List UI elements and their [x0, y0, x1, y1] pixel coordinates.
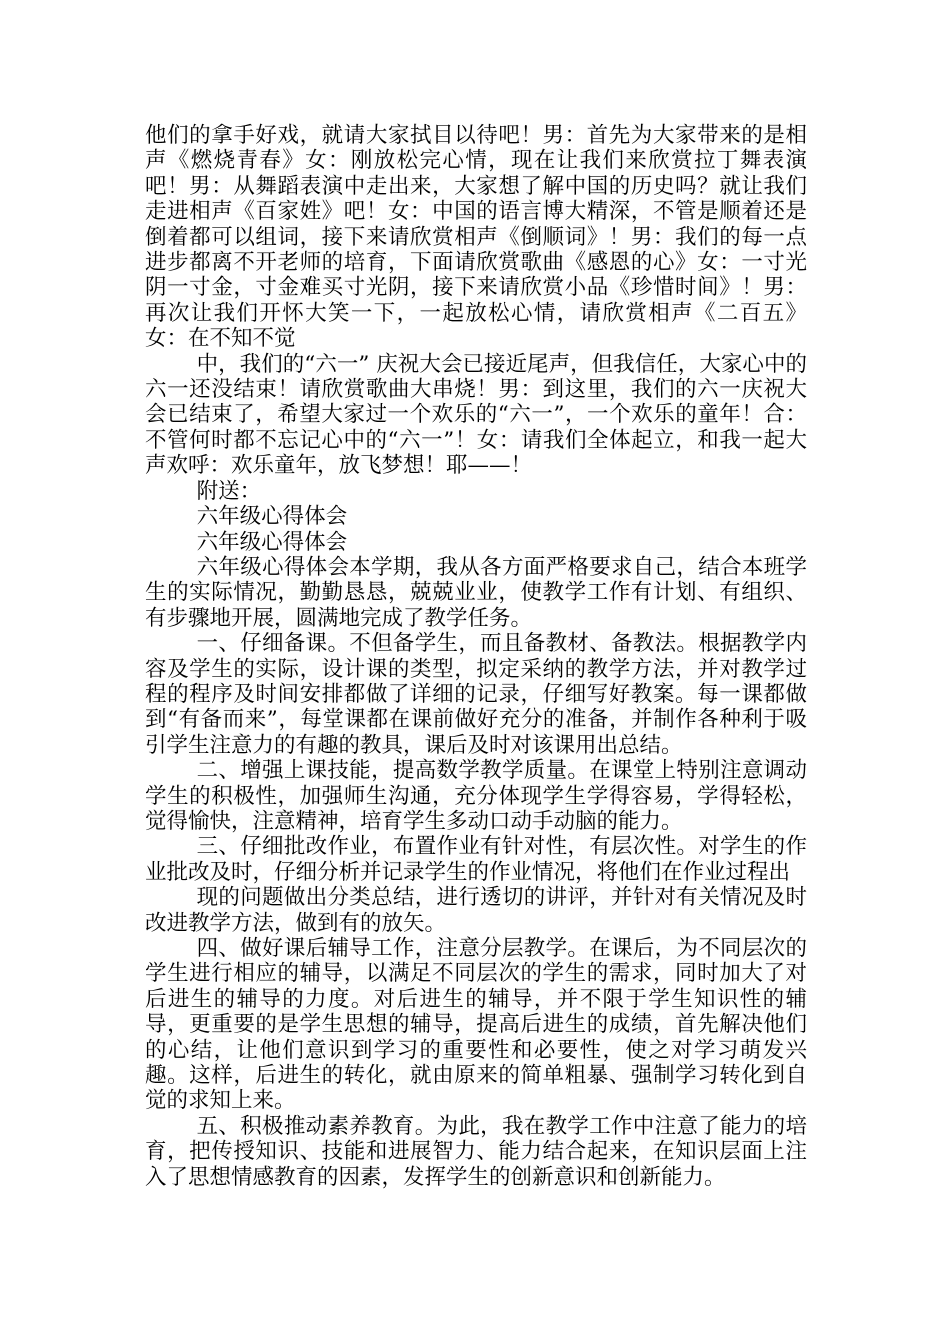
paragraph-point-3: 三、仔细批改作业，布置作业有针对性，有层次性。对学生的作业批改及时，仔细分析并记录学生的作业情况，将他们在作业过程出	[145, 834, 807, 885]
paragraph-closing-remarks: 中，我们的“六一” 庆祝大会已接近尾声，但我信任，大家心中的六一还没结束！请欣赏歌曲大串烧！男：到这里，我们的六一庆祝大会已结束了，希望大家过一个欢乐的“六一”，一个欢乐的童年！合：不管何时都不忘记心中的“六一”！女：请我们全体起立，和我一起大声欢呼：欢乐童年，放飞梦想！耶——！	[145, 351, 807, 479]
paragraph-program-script: 他们的拿手好戏，就请大家拭目以待吧！男：首先为大家带来的是相声《燃烧青春》女：刚放松完心情，现在让我们来欣赏拉丁舞表演吧！男：从舞蹈表演中走出来，大家想了解中国的历史吗？就让我们走进相声《百家姓》吧！女：中国的语言博大精深，不管是顺着还是倒着都可以组词，接下来请欣赏相声《倒顺词》！男：我们的每一点进步都离不开老师的培育，下面请欣赏歌曲《感恩的心》女：一寸光阴一寸金，寸金难买寸光阴，接下来请欣赏小品《珍惜时间》！男：再次让我们开怀大笑一下，一起放松心情，请欣赏相声《二百五》女：在不知不觉	[145, 123, 807, 352]
section-heading: 六年级心得体会	[196, 504, 348, 530]
paragraph-intro: 六年级心得体会本学期，我从各方面严格要求自己，结合本班学生的实际情况，勤勤恳恳，兢兢业业，使教学工作有计划、有组织、有步骤地开展，圆满地完成了教学任务。	[145, 554, 807, 631]
paragraph-point-3-continued: 现的问题做出分类总结，进行透切的讲评，并针对有关情况及时改进教学方法，做到有的放矢。	[145, 885, 807, 936]
paragraph-point-5: 五、积极推动素养教育。为此，我在教学工作中注意了能力的培育，把传授知识、技能和进展智力、能力结合起来，在知识层面上注入了思想情感教育的因素，发挥学生的创新意识和创新能力。	[145, 1113, 807, 1190]
paragraph-point-1: 一、仔细备课。不但备学生，而且备教材、备教法。根据教学内容及学生的实际，设计课的类型，拟定采纳的教学方法，并对教学过程的程序及时间安排都做了详细的记录，仔细写好教案。每一课都做到“有备而来”，每堂课都在课前做好充分的准备，并制作各种利于吸引学生注意力的有趣的教具，课后及时对该课用出总结。	[145, 631, 807, 758]
paragraph-appendix-label: 附送：	[196, 478, 262, 504]
paragraph-point-2: 二、增强上课技能，提高数学教学质量。在课堂上特别注意调动学生的积极性，加强师生沟通，充分体现学生学得容易，学得轻松，觉得愉快，注意精神，培育学生多动口动手动脑的能力。	[145, 758, 807, 834]
paragraph-point-4: 四、做好课后辅导工作，注意分层教学。在课后，为不同层次的学生进行相应的辅导，以满足不同层次的学生的需求，同时加大了对后进生的辅导的力度。对后进生的辅导，并不限于学生知识性的辅导，更重要的是学生思想的辅导，提高后进生的成绩，首先解决他们的心结，让他们意识到学习的重要性和必要性，使之对学习萌发兴趣。这样，后进生的转化，就由原来的简单粗暴、强制学习转化到自觉的求知上来。	[145, 936, 807, 1114]
section-subheading: 六年级心得体会	[196, 529, 348, 555]
document-body	[145, 123, 807, 1190]
